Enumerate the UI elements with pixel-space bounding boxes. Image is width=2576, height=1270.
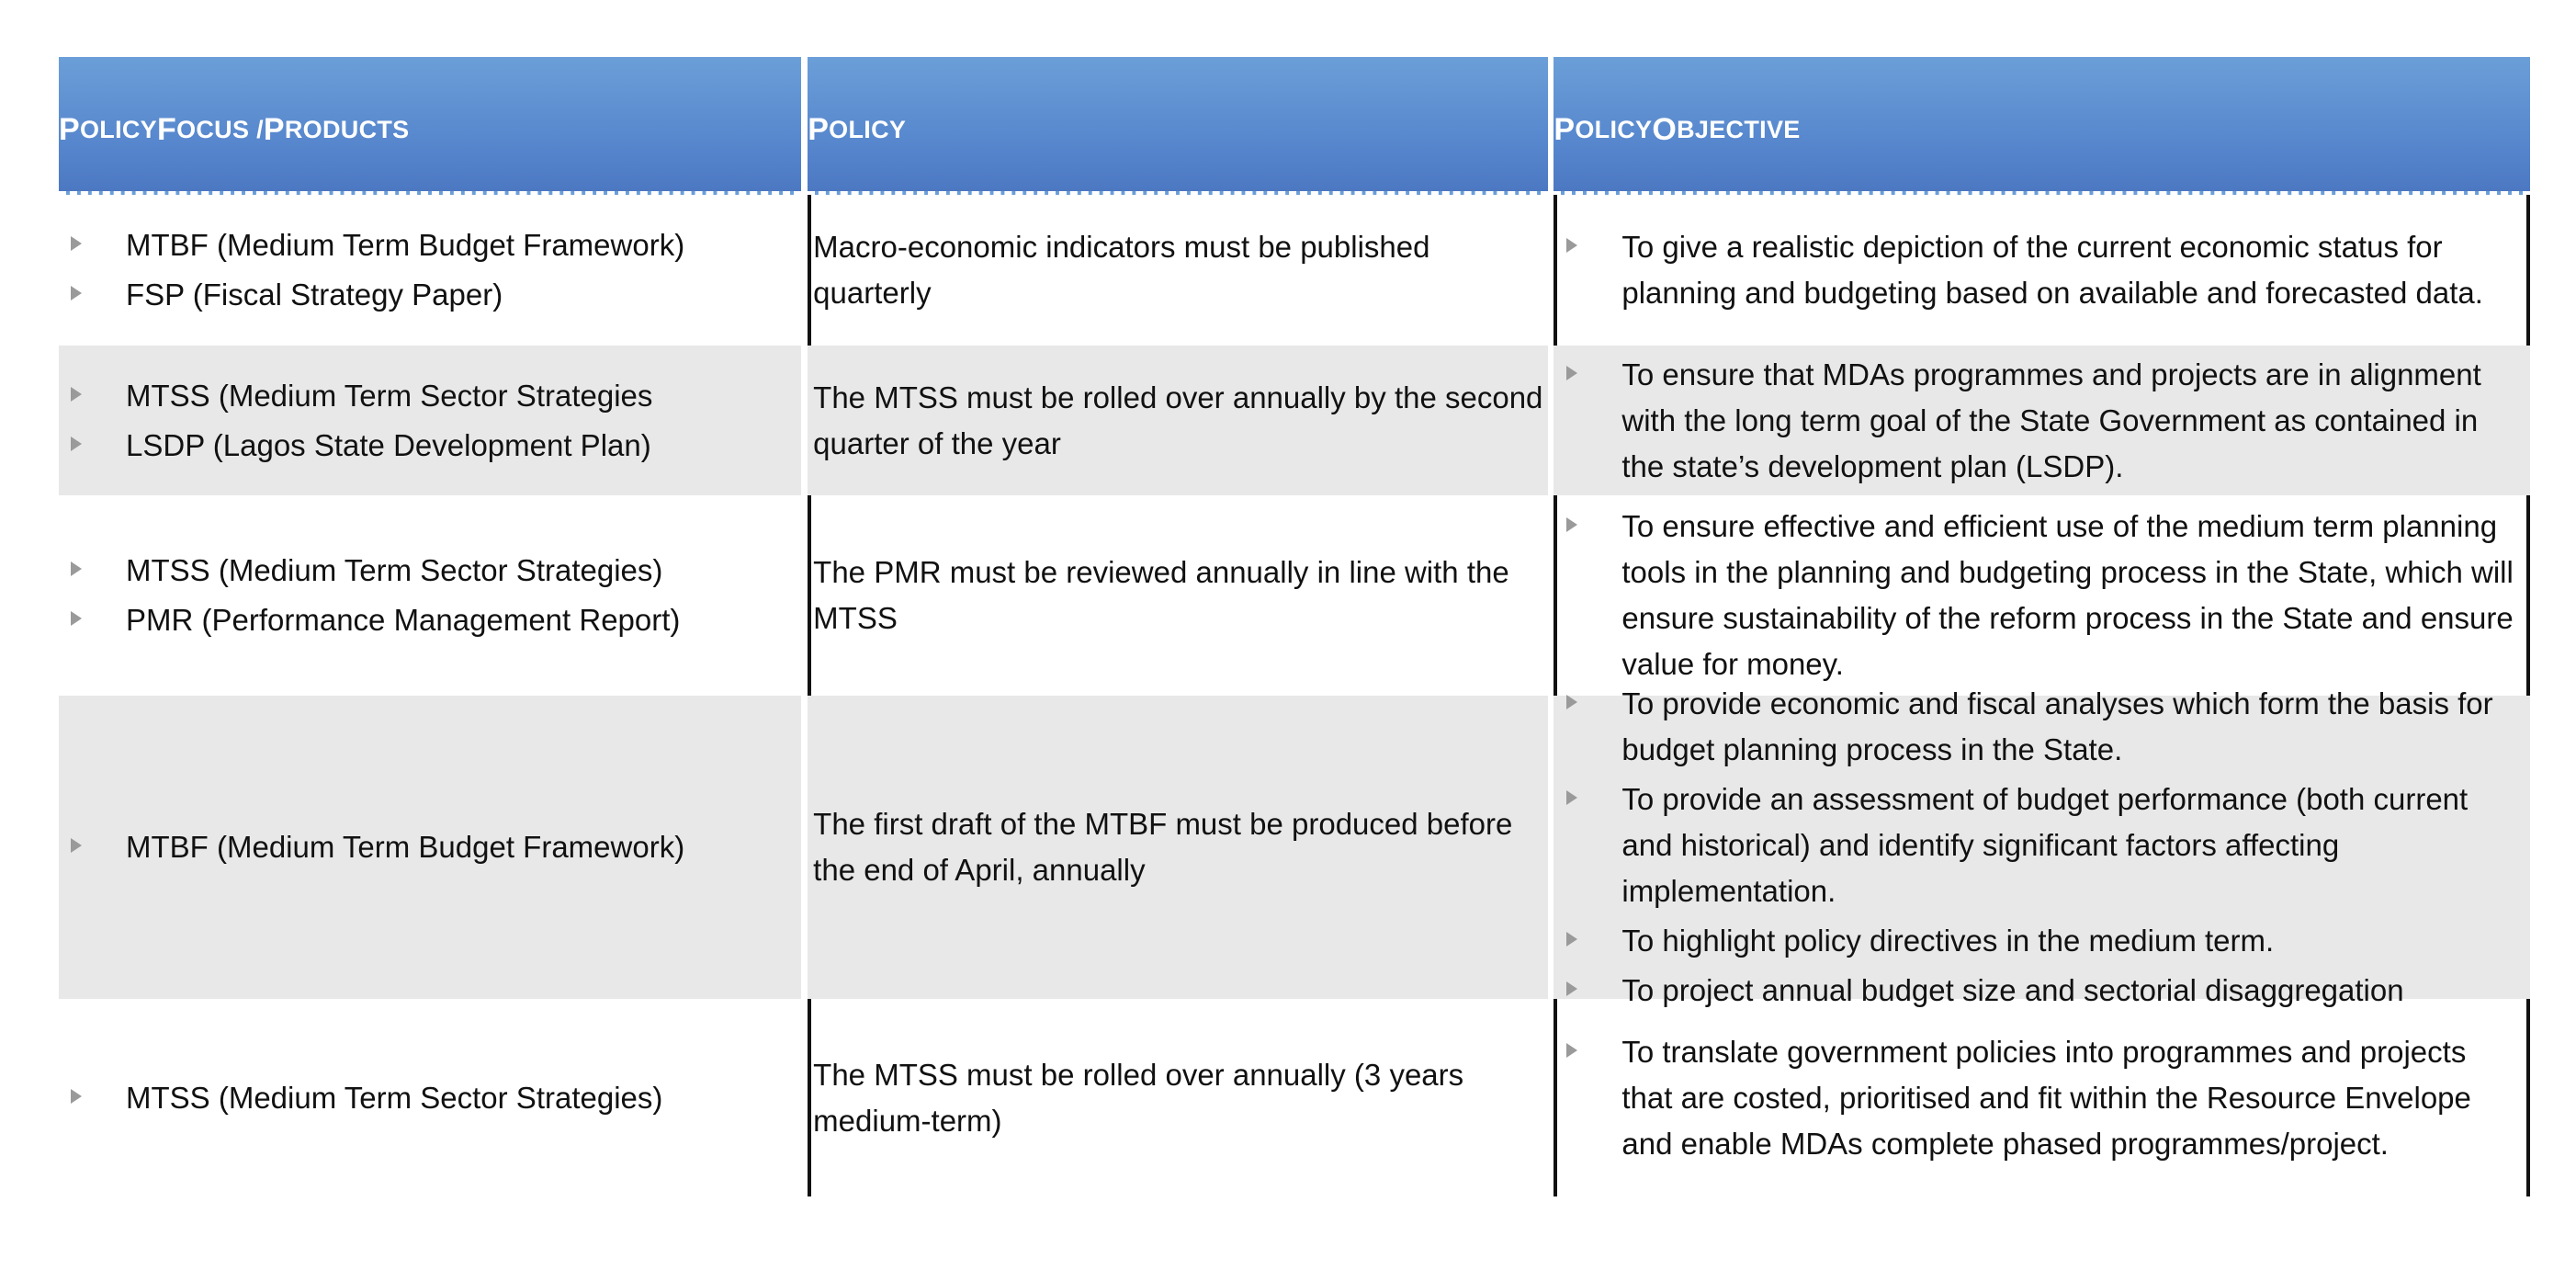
- header-policy-objective: P OLICY O BJECTIVE: [1554, 57, 2530, 195]
- product-item: FSP (Fiscal Strategy Paper): [59, 272, 801, 318]
- policy-cell: The first draft of the MTBF must be produced before the end of April, annually: [808, 696, 1548, 999]
- objective-item: To translate government policies into programmes and projects that are costed, prioritised and fit within the Resource Envelope and enable MDAs complete phased programmes/project.: [1557, 1029, 2521, 1167]
- policy-cell: The MTSS must be rolled over annually by the second quarter of the year: [808, 346, 1548, 495]
- objective-cell: [1554, 999, 2530, 1196]
- products-cell: [59, 195, 801, 346]
- objective-item: To provide economic and fiscal analyses which form the basis for budget planning process in the State.: [1557, 681, 2521, 773]
- product-item: MTBF (Medium Term Budget Framework): [59, 824, 801, 870]
- objective-cell: [1554, 346, 2530, 495]
- objective-cell: [1554, 195, 2530, 346]
- table-row: [59, 346, 2530, 495]
- products-cell: [59, 696, 801, 999]
- product-item: PMR (Performance Management Report): [59, 597, 801, 643]
- table-row: [59, 195, 2530, 346]
- policy-table: [59, 57, 2530, 1196]
- product-item: MTSS (Medium Term Sector Strategies): [59, 548, 801, 594]
- table-row: [59, 686, 2530, 1007]
- policy-cell: The MTSS must be rolled over annually (3 years medium-term): [808, 999, 1548, 1196]
- products-cell: [59, 495, 801, 696]
- header-policy-focus-products: P OLICY F OCUS / P RODUCTS: [59, 57, 801, 195]
- objective-cell: [1554, 495, 2530, 696]
- table-row: [59, 999, 2530, 1196]
- objective-item: To give a realistic depiction of the current economic status for planning and budgeting based on available and forecasted data.: [1557, 224, 2521, 316]
- objective-item: To provide an assessment of budget performance (both current and historical) and identify significant factors affecting implementation.: [1557, 777, 2521, 914]
- policy-cell: The PMR must be reviewed annually in line with the MTSS: [808, 495, 1548, 696]
- product-item: MTSS (Medium Term Sector Strategies): [59, 1075, 801, 1121]
- objective-cell: [1554, 686, 2530, 1007]
- objective-item: To ensure effective and efficient use of the medium term planning tools in the planning and budgeting process in the State, which will ensure sustainability of the reform process in the State and ensure value for money.: [1557, 504, 2521, 687]
- products-cell: [59, 999, 801, 1196]
- header-policy: P OLICY: [808, 57, 1548, 195]
- objective-item: To highlight policy directives in the medium term.: [1557, 918, 2521, 964]
- policy-cell: Macro-economic indicators must be published quarterly: [808, 195, 1548, 346]
- table-header: [59, 57, 2530, 195]
- table-row: [59, 495, 2530, 696]
- objective-item: To project annual budget size and sectorial disaggregation: [1557, 968, 2521, 1014]
- product-item: MTSS (Medium Term Sector Strategies: [59, 373, 801, 419]
- products-cell: [59, 346, 801, 495]
- product-item: LSDP (Lagos State Development Plan): [59, 423, 801, 469]
- objective-item: To ensure that MDAs programmes and projects are in alignment with the long term goal of the State Government as contained in the state’s development plan (LSDP).: [1557, 352, 2521, 490]
- product-item: MTBF (Medium Term Budget Framework): [59, 222, 801, 268]
